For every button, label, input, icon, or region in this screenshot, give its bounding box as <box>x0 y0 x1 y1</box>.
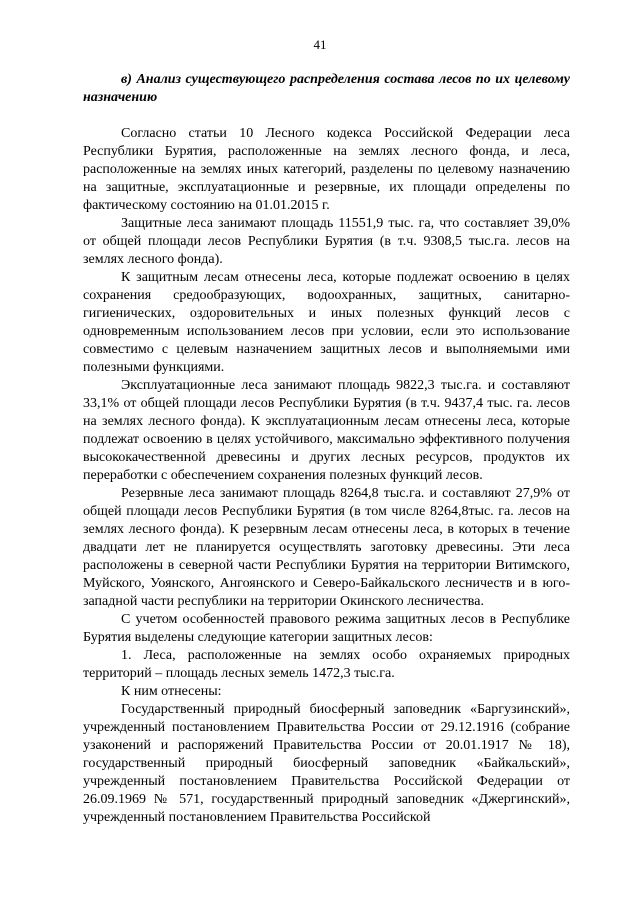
section-heading: в) Анализ существующего распределения состава лесов по их целевому назначению <box>83 72 570 105</box>
paragraph-protective-definition: К защитным лесам отнесены леса, которые подлежат освоению в целях сохранения средообразующих, водоохранных, защитных, санитарно-гигиенических, оздоровительных и иных полезных функций лесов с одновременным использованием лесов при условии, если это использование совместимо с целевым назначением защитных лесов и выполняемыми ими полезными функциями. <box>83 270 570 375</box>
paragraph-protective-area: Защитные леса занимают площадь 11551,9 тыс. га, что составляет 39,0% от общей площади лесов Республики Бурятия (в т.ч. 9308,5 тыс.га. лесов на землях лесного фонда). <box>83 216 570 267</box>
paragraph-protective-categories-intro: С учетом особенностей правового режима защитных лесов в Республике Бурятия выделены следующие категории защитных лесов: <box>83 612 570 645</box>
paragraph-category-protected-territories: 1. Леса, расположенные на землях особо охраняемых природных территорий – площадь лесных земель 1472,3 тыс.га. <box>83 648 570 681</box>
paragraph-nature-reserves: Государственный природный биосферный заповедник «Баргузинский», учрежденный постановлением Правительства России от 29.12.1916 (собрание узаконений и распоряжений Правительства России от 20.01.1917 № 18), государственный природный биосферный заповедник «Байкальский», учрежденный постановлением Правительства Российской Федерации от 26.09.1969 № 571, государственный природный заповедник «Джергинский», учрежденный постановлением Правительства Российской <box>83 702 570 825</box>
paragraph-forest-classification: Согласно статьи 10 Лесного кодекса Российской Федерации леса Республики Бурятия, расположенные на землях лесного фонда, и леса, расположенные на землях иных категорий, разделены по целевому назначению на защитные, эксплуатационные и резервные, их площади определены по фактическому состоянию на 01.01.2015 г. <box>83 126 570 213</box>
page-number: 41 <box>313 37 327 52</box>
paragraph-reserve-forests: Резервные леса занимают площадь 8264,8 тыс.га. и составляют 27,9% от общей площади лесов Республики Бурятия (в том числе 8264,8тыс. га. лесов на землях лесного фонда). К резервным лесам отнесены леса, в которых в течение двадцати лет не планируется осуществлять заготовку древесины. Эти леса расположены в северной части Республики Бурятия на территории Витимского, Муйского, Уоянского, Ангоянского и Северо-Байкальского лесничеств и в юго-западной части республики на территории Окинского лесничества. <box>83 486 570 609</box>
paragraph-included-list-intro: К ним отнесены: <box>121 684 222 699</box>
document-body <box>83 71 570 827</box>
paragraph-exploitation-forests: Эксплуатационные леса занимают площадь 9822,3 тыс.га. и составляют 33,1% от общей площади лесов Республики Бурятия (в т.ч. 9437,4 тыс. га. лесов на землях лесного фонда). К эксплуатационным лесам отнесены леса, которые подлежат освоению в целях устойчивого, максимально эффективного получения высококачественной древесины и других лесных ресурсов, продуктов их переработки с обеспечением сохранения полезных функций лесов. <box>83 378 570 483</box>
